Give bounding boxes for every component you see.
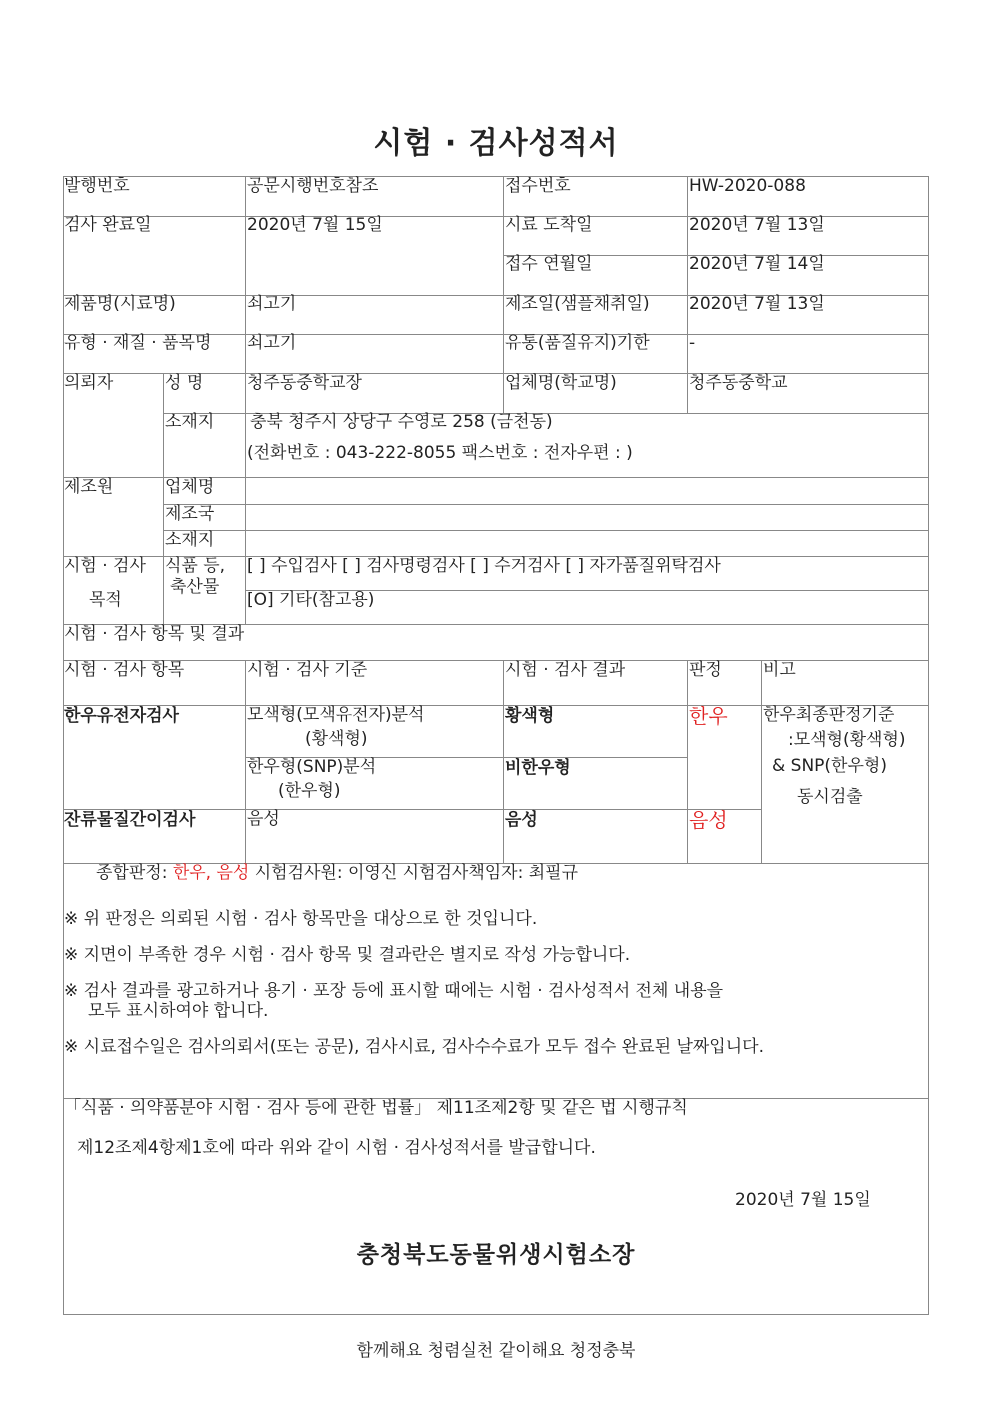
legal-line2: 제12조제4항제1호에 따라 위와 같이 시험 · 검사성적서를 발급합니다. <box>77 1138 596 1158</box>
result-value-3: 음성 <box>505 810 538 830</box>
purpose-label-line2: 목적 <box>89 590 122 610</box>
issue-date: 2020년 7월 15일 <box>735 1190 871 1210</box>
result-note-line3: & SNP(한우형) <box>772 756 887 776</box>
col-divider <box>503 373 504 413</box>
purpose-category-line2: 축산물 <box>170 577 220 597</box>
manufacturer-address-label: 소재지 <box>165 530 215 550</box>
expiry-value: - <box>689 333 696 353</box>
row-divider <box>163 504 929 505</box>
row-divider <box>163 530 929 531</box>
summary-line <box>96 862 578 884</box>
note-3: ※ 검사 결과를 광고하거나 용기 · 포장 등에 표시할 때에는 시험 · 검사성적서 전체 내용을 <box>64 981 724 1001</box>
manufacturer-country-label: 제조국 <box>165 504 215 524</box>
col-divider <box>245 660 246 863</box>
result-item-2: 잔류물질간이검사 <box>64 810 196 830</box>
inspect-done-value: 2020년 7월 15일 <box>247 215 383 235</box>
result-std2-line1: 한우형(SNP)분석 <box>247 757 377 777</box>
result-note-line4: 동시검출 <box>797 787 863 807</box>
results-section-title: 시험 · 검사 항목 및 결과 <box>64 624 245 644</box>
sample-arrive-value: 2020년 7월 13일 <box>689 215 825 235</box>
result-judgement-2: 음성 <box>689 808 728 832</box>
col-divider <box>245 176 246 373</box>
manufacturer-label: 제조원 <box>64 477 114 497</box>
result-std2-line2: (한우형) <box>278 781 341 801</box>
result-std1-line2: (황색형) <box>305 729 368 749</box>
row-divider <box>63 660 929 661</box>
footer-slogan: 함께해요 청렴실천 같이해요 청정충북 <box>356 1341 636 1361</box>
expiry-label: 유통(품질유지)기한 <box>505 333 650 353</box>
result-judgement-1: 한우 <box>689 704 728 728</box>
result-item-1: 한우유전자검사 <box>64 706 179 726</box>
requester-name-label: 성 명 <box>165 373 204 393</box>
note-1: ※ 위 판정은 의뢰된 시험 · 검사 항목만을 대상으로 한 것입니다. <box>64 909 538 929</box>
issue-no-value: 공문시행번호참조 <box>247 176 379 196</box>
type-label: 유형 · 재질 · 품목명 <box>64 333 212 353</box>
mfg-date-label: 제조일(샘플채취일) <box>505 294 650 314</box>
summary-prefix: 종합판정: <box>96 863 168 883</box>
product-value: 쇠고기 <box>247 294 297 314</box>
purpose-options-line1: [ ] 수입검사 [ ] 검사명령검사 [ ] 수거검사 [ ] 자가품질위탁검사 <box>247 556 721 576</box>
col-divider <box>503 176 504 373</box>
result-value-1: 황색형 <box>505 706 555 726</box>
result-note-line1: 한우최종판정기준 <box>763 705 895 725</box>
summary-verdict: 한우, 음성 <box>172 863 250 883</box>
result-std1-line1: 모색형(모색유전자)분석 <box>247 705 425 725</box>
results-header-note: 비고 <box>763 660 796 680</box>
document-title: 시험 · 검사성적서 <box>373 126 619 161</box>
requester-company-label: 업체명(학교명) <box>505 373 617 393</box>
col-divider <box>503 660 504 863</box>
sample-arrive-label: 시료 도착일 <box>505 215 593 235</box>
col-divider <box>687 660 688 863</box>
col-divider <box>245 373 246 624</box>
note-2: ※ 지면이 부족한 경우 시험 · 검사 항목 및 결과란은 별지로 작성 가능합니다. <box>64 945 631 965</box>
product-label: 제품명(시료명) <box>64 294 176 314</box>
col-divider <box>761 660 762 863</box>
receipt-date-value: 2020년 7월 14일 <box>689 254 825 274</box>
col-divider <box>687 176 688 413</box>
receipt-date-label: 접수 연월일 <box>505 254 593 274</box>
requester-label: 의뢰자 <box>64 373 114 393</box>
results-header-judgement: 판정 <box>689 660 722 680</box>
type-value: 쇠고기 <box>247 333 297 353</box>
result-note-line2: :모색형(황색형) <box>788 730 906 750</box>
requester-name-value: 청주동중학교장 <box>247 373 362 393</box>
issuer-name: 충청북도동물위생시험소장 <box>356 1242 636 1268</box>
receipt-no-label: 접수번호 <box>505 176 571 196</box>
col-divider <box>163 373 164 624</box>
result-value-2: 비한우형 <box>505 758 571 778</box>
results-header-result: 시험 · 검사 결과 <box>505 660 626 680</box>
issue-no-label: 발행번호 <box>64 176 130 196</box>
receipt-no-value: HW-2020-088 <box>689 176 806 196</box>
purpose-category-line1: 식품 등, <box>165 556 226 576</box>
mfg-date-value: 2020년 7월 13일 <box>689 294 825 314</box>
requester-company-value: 청주동중학교 <box>689 373 788 393</box>
requester-address-line1: 충북 청주시 상당구 수영로 258 (금천동) <box>250 412 553 432</box>
requester-address-label: 소재지 <box>165 412 215 432</box>
note-3-continued: 모두 표시하여야 합니다. <box>88 1001 269 1021</box>
legal-line1: 「식품 · 의약품분야 시험 · 검사 등에 관한 법률」 제11조제2항 및 같은 법 시행규칙 <box>64 1098 688 1118</box>
purpose-label-line1: 시험 · 검사 <box>64 556 146 576</box>
results-header-standard: 시험 · 검사 기준 <box>247 660 368 680</box>
requester-address-line2: (전화번호 : 043-222-8055 팩스번호 : 전자우편 : ) <box>247 443 633 463</box>
inspect-done-label: 검사 완료일 <box>64 215 152 235</box>
result-std3: 음성 <box>247 809 280 829</box>
purpose-options-line2: [O] 기타(참고용) <box>247 590 375 610</box>
manufacturer-company-label: 업체명 <box>165 477 215 497</box>
summary-rest: 시험검사원: 이영신 시험검사책임자: 최필규 <box>254 863 578 883</box>
note-4: ※ 시료접수일은 검사의뢰서(또는 공문), 검사시료, 검사수수료가 모두 접수 완료된 날짜입니다. <box>64 1037 764 1057</box>
results-header-item: 시험 · 검사 항목 <box>64 660 185 680</box>
